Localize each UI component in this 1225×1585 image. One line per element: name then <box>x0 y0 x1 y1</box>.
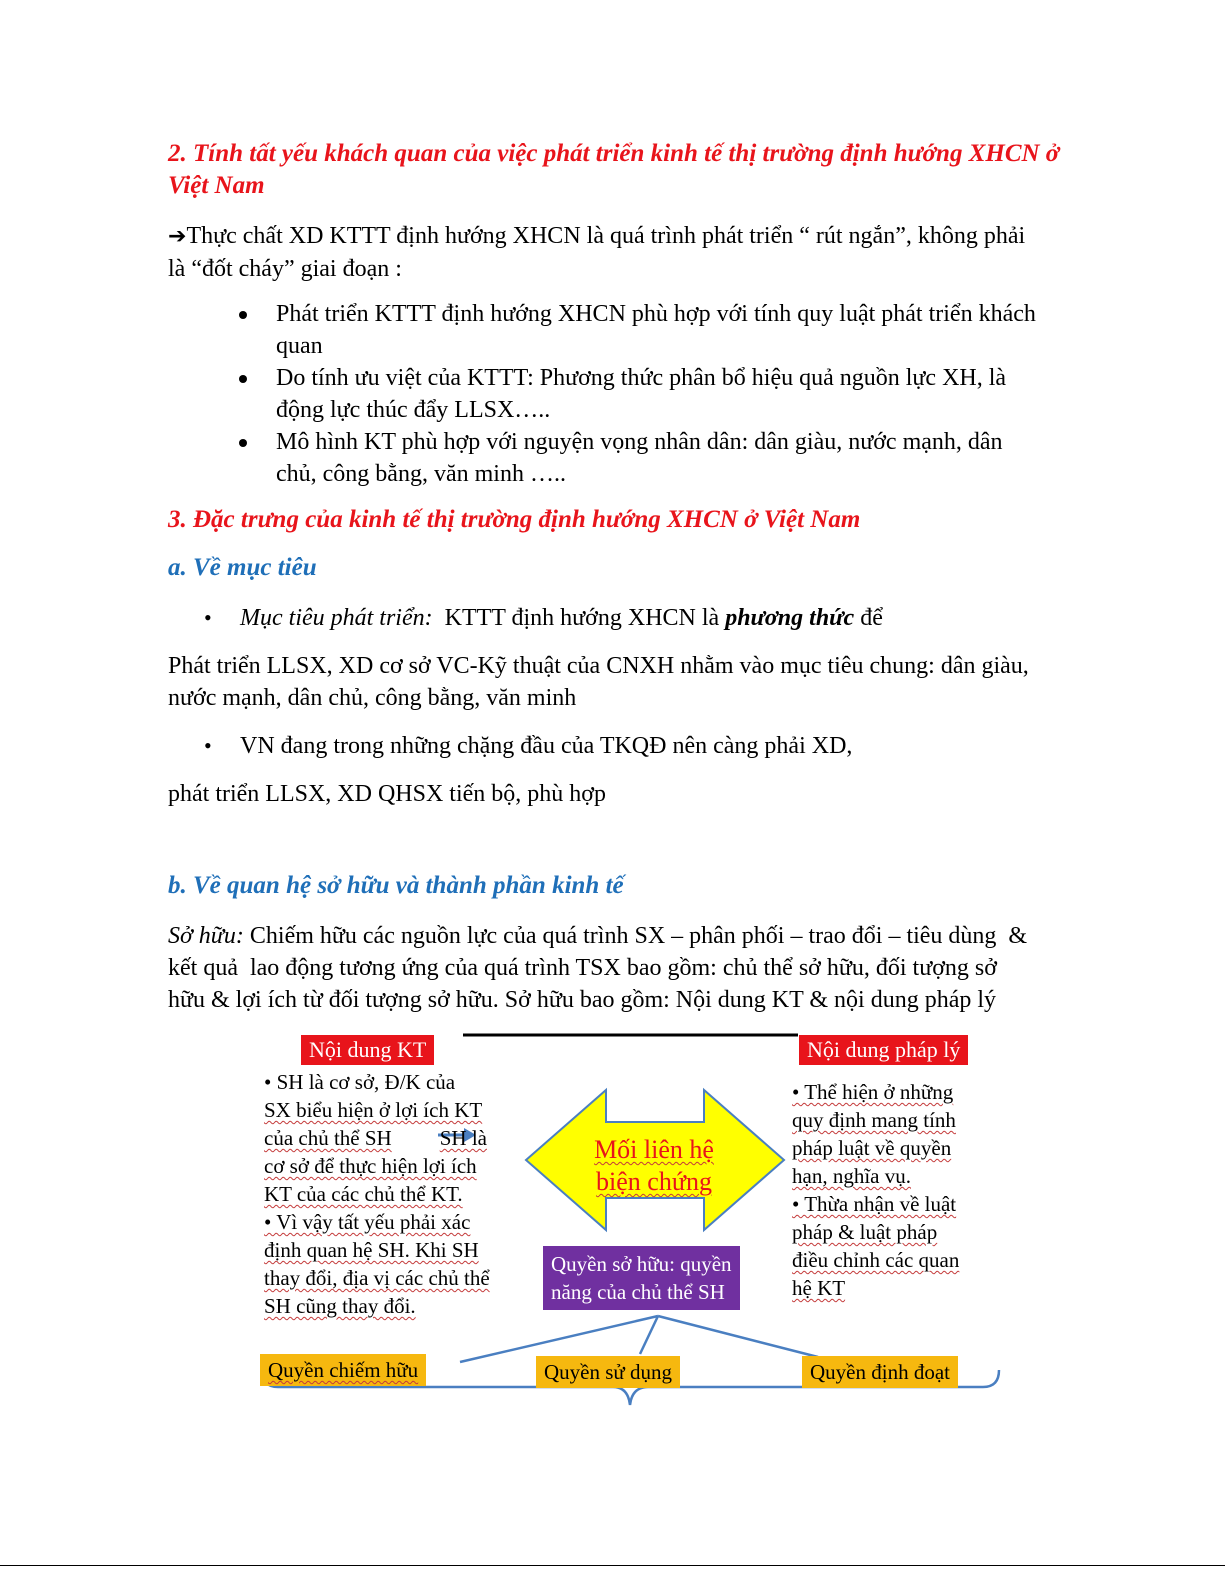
right-content: • Thể hiện ở những quy định mang tính pháp luật về quyền hạn, nghĩa vụ. • Thừa nhận về luật pháp & luật pháp điều chỉnh các quan hệ KT <box>792 1080 960 1300</box>
bullet-dot-icon <box>239 439 247 447</box>
list-item: Phát triển KTTT định hướng XHCN phù hợp với tính quy luật phát triển khách quan <box>276 298 1116 362</box>
section3b-paragraph: Sở hữu: Chiếm hữu các nguồn lực của quá trình SX – phân phối – trao đổi – tiêu dùng & kết quả lao động tương ứng của quá trình TSX bao gồm: chủ thể sở hữu, đối tượng sở hữu & lợi ích từ đối tượng sở hữu. Sở hữu bao gồm: Nội dung KT & nội dung pháp lý <box>168 923 1028 1013</box>
left-content: • SH là cơ sở, Đ/K của SX biểu hiện ở lợi ích KT của chủ thể SH SH là cơ sở để thực hiện lợi ích KT của các chủ thể KT. • Vì vậy tất yếu phải xác định quan hệ SH. Khi SH thay đổi, địa vị các chủ thể SH cũng thay đổi. <box>264 1070 490 1318</box>
bullet-dot-icon: • <box>204 733 212 758</box>
section2-bullet-list <box>276 298 1116 490</box>
section3a-bullet2: • VN đang trong những chặng đầu của TKQĐ nên càng phải XD, <box>240 730 852 762</box>
section3-heading: 3. Đặc trưng của kinh tế thị trường định hướng XHCN ở Việt Nam <box>168 506 861 533</box>
ownership-diagram <box>258 1032 1010 1412</box>
right-use-box: Quyền sử dụng <box>536 1356 680 1388</box>
right-possession-box: Quyền chiếm hữu <box>260 1354 426 1386</box>
bullet-dot-icon <box>239 311 247 319</box>
section3b-heading: b. Về quan hệ sở hữu và thành phần kinh tế <box>168 872 624 899</box>
center-label: Mối liên hệ biện chứng <box>594 1135 714 1196</box>
tree-line-center <box>640 1316 658 1354</box>
list-item: Do tính ưu việt của KTTT: Phương thức phân bổ hiệu quả nguồn lực XH, là động lực thúc đẩy LLSX….. <box>276 362 1116 426</box>
left-title-box: Nội dung KT <box>301 1035 434 1065</box>
right-title-box: Nội dung pháp lý <box>799 1035 968 1065</box>
section3a-bullet1: • Mục tiêu phát triển: KTTT định hướng XHCN là phương thức để <box>240 602 883 634</box>
section3a-paragraph1: Phát triển LLSX, XD cơ sở VC-Kỹ thuật của CNXH nhằm vào mục tiêu chung: dân giàu, nước mạnh, dân chủ, công bằng, văn minh <box>168 653 1029 711</box>
bullet-dot-icon: • <box>204 605 212 630</box>
arrow-right-icon: ➔ <box>168 224 187 249</box>
section2-heading-line1: 2. Tính tất yếu khách quan của việc phát triển kinh tế thị trường định hướng XHCN ở <box>168 140 1060 167</box>
tree-line-right <box>658 1316 818 1357</box>
section2-heading-line2: Việt Nam <box>168 172 265 199</box>
section3a-paragraph2: phát triển LLSX, XD QHSX tiến bộ, phù hợp <box>168 781 606 807</box>
section2-intro <box>168 220 1128 285</box>
right-disposal-box: Quyền định đoạt <box>802 1356 958 1388</box>
ownership-rights-box: Quyền sở hữu: quyền năng của chủ thể SH <box>543 1246 740 1310</box>
intro-line1: Thực chất XD KTTT định hướng XHCN là quá trình phát triển “ rút ngắn”, không phải <box>186 223 1026 249</box>
page-bottom-rule <box>0 1565 1225 1566</box>
bullet-dot-icon <box>239 375 247 383</box>
section3a-heading: a. Về mục tiêu <box>168 554 317 581</box>
intro-line2: là “đốt cháy” giai đoạn : <box>168 256 402 282</box>
list-item: Mô hình KT phù hợp với nguyện vọng nhân dân: dân giàu, nước mạnh, dân chủ, công bằng, văn minh ….. <box>276 426 1116 490</box>
